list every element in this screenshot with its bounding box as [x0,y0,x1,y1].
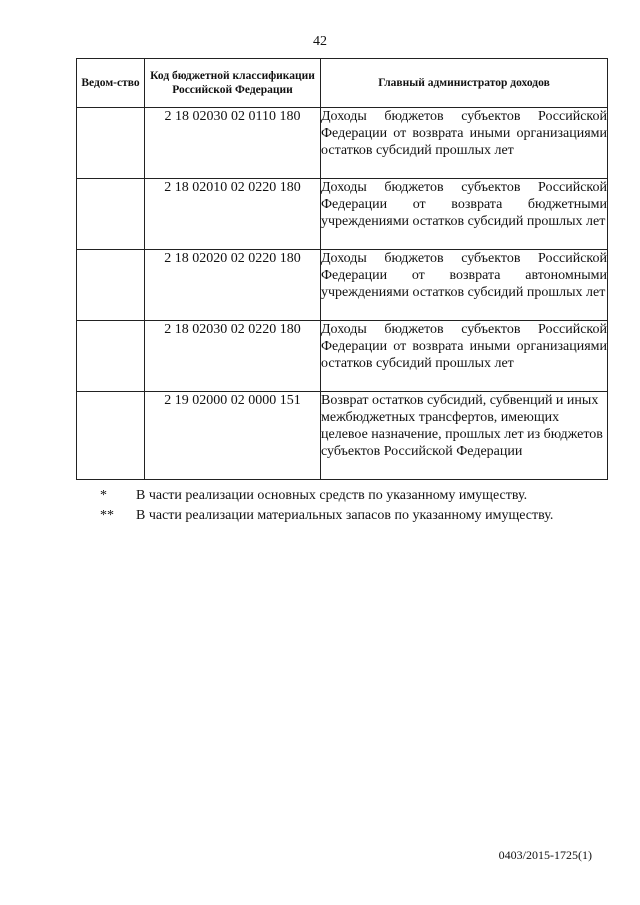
table-header-row [77,59,608,108]
table-row [77,108,608,179]
description-cell: Доходы бюджетов субъектов Российской Федерации от возврата иными организациями остатков субсидий прошлых лет [321,108,608,179]
footnote-text: В части реализации материальных запасов по указанному имуществу. [136,508,554,523]
revenue-table [76,58,608,480]
department-cell [77,179,145,250]
table-row [77,321,608,392]
department-cell [77,250,145,321]
department-cell [77,392,145,480]
table-row [77,179,608,250]
table-row [77,392,608,480]
header-administrator: Главный администратор доходов [321,59,608,108]
code-cell: 2 18 02030 02 0110 180 [145,108,321,179]
footnote [100,486,553,506]
footnote-text: В части реализации основных средств по указанному имуществу. [136,488,528,503]
code-cell: 2 19 02000 02 0000 151 [145,392,321,480]
description-cell: Доходы бюджетов субъектов Российской Федерации от возврата бюджетными учреждениями остатков субсидий прошлых лет [321,179,608,250]
description-cell: Доходы бюджетов субъектов Российской Федерации от возврата иными организациями остатков субсидий прошлых лет [321,321,608,392]
footnote-mark: * [100,488,107,503]
description-cell: Доходы бюджетов субъектов Российской Федерации от возврата автономными учреждениями остатков субсидий прошлых лет [321,250,608,321]
code-cell: 2 18 02030 02 0220 180 [145,321,321,392]
header-code: Код бюджетной классификации Российской Федерации [145,59,321,108]
description-cell: Возврат остатков субсидий, субвенций и иных межбюджетных трансфертов, имеющих целевое назначение, прошлых лет из бюджетов субъектов Российской Федерации [321,392,608,480]
page-number: 42 [313,34,327,49]
department-cell [77,108,145,179]
document-number: 0403/2015-1725(1) [498,848,592,862]
department-cell [77,321,145,392]
footnote [100,506,553,526]
footnote-mark: ** [100,508,114,523]
code-cell: 2 18 02010 02 0220 180 [145,179,321,250]
footnotes [100,486,553,526]
table-row [77,250,608,321]
code-cell: 2 18 02020 02 0220 180 [145,250,321,321]
header-department: Ведом-ство [77,59,145,108]
